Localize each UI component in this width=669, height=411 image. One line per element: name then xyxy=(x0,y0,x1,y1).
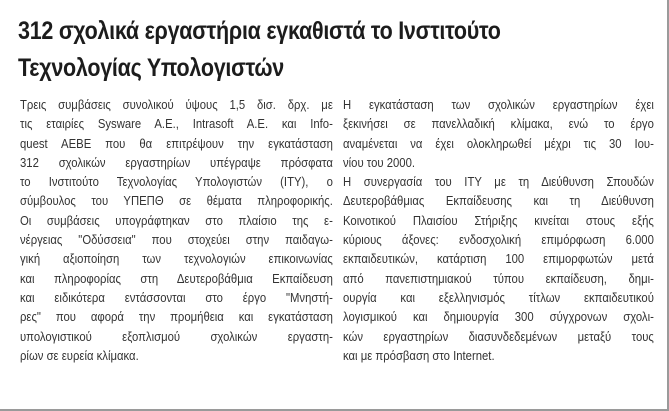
article-column-left xyxy=(20,95,333,365)
headline-line-1: 312 σχολικά εργαστήρια εγκαθιστά το Ινστιτούτο xyxy=(18,17,501,45)
article-headline xyxy=(18,13,501,87)
text-line: Οι συμβάσεις υπογράφτηκαν στο πλαίσιο της ε- xyxy=(20,212,333,228)
text-line: Τρεις συμβάσεις συνολικού ύψους 1,5 δισ. δρχ. με xyxy=(20,97,333,112)
text-line: Η συνεργασία του ΙΤΥ με τη Διεύθυνση Σπουδών xyxy=(343,174,654,190)
text-line: quest AEBE που θα επιτρέψουν την εγκατάσταση xyxy=(20,135,333,151)
headline-line-2: Τεχνολογίας Υπολογιστών xyxy=(18,54,284,82)
text-line: ουργία και εξελληνισμός τίτλων εκπαιδευτικού xyxy=(343,289,654,305)
text-line: γική αξιοποίηση των τεχνολογιών επικοινωνίας xyxy=(20,251,333,267)
text-line: ξεκινήσει σε πανελλαδική κλίμακα, ενώ το έργο xyxy=(343,116,654,132)
text-line: Κοινοτικού Πλαισίου Στήριξης κινείται στους εξής xyxy=(343,212,654,228)
text-line: εκπαιδευτικών, κατάρτιση 100 επιμορφωτών μετά xyxy=(343,251,654,267)
text-line: και με πρόσβαση στο Internet. xyxy=(343,347,495,363)
text-line: κύριους άξονες: ενδοσχολική επιμόρφωση 6.000 xyxy=(343,232,654,248)
text-line: ρίων σε ευρεία κλίμακα. xyxy=(20,347,139,363)
text-line: τις εταιρίες Sysware A.E., Intrasoft A.E. και Info- xyxy=(20,116,333,132)
text-line: και ειδικότερα εντάσσονται στο έργο "Μνηστή- xyxy=(20,289,333,305)
text-line: και πληροφορίας στη Δευτεροβάθμια Εκπαίδευση xyxy=(20,270,333,286)
text-line: υπολογιστικού εξοπλισμού σχολικών εργαστη- xyxy=(20,328,333,344)
text-line: 312 σχολικών εργαστηρίων υπέγραψε πρόσφατα xyxy=(20,154,333,170)
text-line: Δευτεροβάθμιας Εκπαίδευσης και τη Διεύθυνση xyxy=(343,193,654,209)
text-line: λογισμικού και δημιουργία 300 σύγχρονων σχολι- xyxy=(343,309,654,325)
text-line: σύμβουλος του ΥΠΕΠΘ σε θέματα πληροφορικής. xyxy=(20,193,333,209)
text-line: αναμένεται να έχει ολοκληρωθεί μέχρι τις 30 Ιου- xyxy=(343,135,654,151)
article-column-right xyxy=(343,95,654,365)
text-line: από πανεπιστημιακού τύπου εκπαίδευση, δημι- xyxy=(343,270,654,286)
text-line: Η εγκατάσταση των σχολικών εργαστηρίων έχει xyxy=(343,97,654,112)
text-line: νέργειας "Οδύσσεια" που στοχεύει στην παιδαγω- xyxy=(20,232,333,248)
text-line: νίου του 2000. xyxy=(343,154,416,170)
text-line: κών εργαστηρίων διασυνδεδεμένων μεταξύ τους xyxy=(343,328,654,344)
text-line: ρες" που αφορά την προμήθεια και εγκατάσταση xyxy=(20,309,333,325)
text-line: το Ινστιτούτο Τεχνολογίας Υπολογιστών (ΙΤΥ), ο xyxy=(20,174,333,190)
